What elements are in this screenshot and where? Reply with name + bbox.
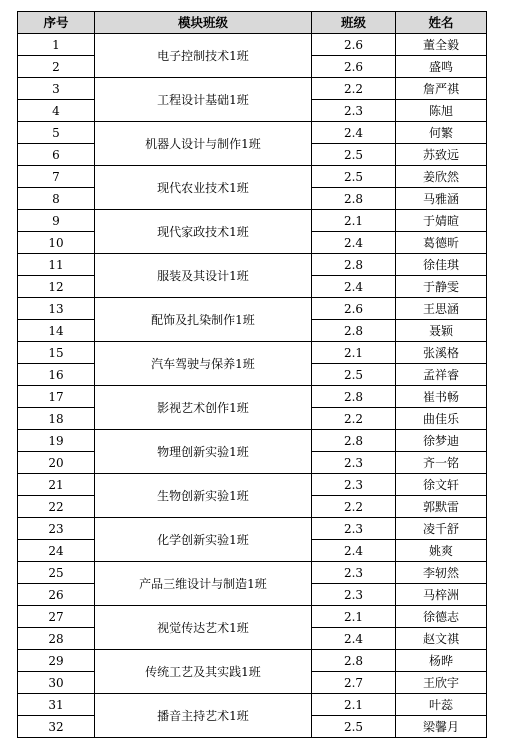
module-class-cell: 物理创新实验1班 bbox=[95, 430, 312, 474]
module-class-cell: 汽车驾驶与保养1班 bbox=[95, 342, 312, 386]
class-cell: 2.2 bbox=[312, 78, 396, 100]
class-cell: 2.2 bbox=[312, 496, 396, 518]
class-cell: 2.4 bbox=[312, 276, 396, 298]
student-name-cell: 徐梦迪 bbox=[396, 430, 487, 452]
class-cell: 2.3 bbox=[312, 518, 396, 540]
module-class-cell: 机器人设计与制作1班 bbox=[95, 122, 312, 166]
class-cell: 2.4 bbox=[312, 122, 396, 144]
row-index: 8 bbox=[18, 188, 95, 210]
class-cell: 2.6 bbox=[312, 56, 396, 78]
class-cell: 2.7 bbox=[312, 672, 396, 694]
row-index: 14 bbox=[18, 320, 95, 342]
module-class-cell: 服装及其设计1班 bbox=[95, 254, 312, 298]
table-row bbox=[18, 518, 487, 540]
row-index: 6 bbox=[18, 144, 95, 166]
module-class-cell: 工程设计基础1班 bbox=[95, 78, 312, 122]
header-row bbox=[18, 12, 487, 34]
row-index: 27 bbox=[18, 606, 95, 628]
student-name-cell: 詹严祺 bbox=[396, 78, 487, 100]
table-row bbox=[18, 694, 487, 716]
row-index: 26 bbox=[18, 584, 95, 606]
table-row bbox=[18, 650, 487, 672]
student-name-cell: 王思涵 bbox=[396, 298, 487, 320]
class-cell: 2.4 bbox=[312, 540, 396, 562]
student-name-cell: 李轫然 bbox=[396, 562, 487, 584]
row-index: 30 bbox=[18, 672, 95, 694]
module-class-cell: 生物创新实验1班 bbox=[95, 474, 312, 518]
row-index: 11 bbox=[18, 254, 95, 276]
class-cell: 2.8 bbox=[312, 430, 396, 452]
table-row bbox=[18, 562, 487, 584]
student-name-cell: 杨晔 bbox=[396, 650, 487, 672]
student-name-cell: 聂颖 bbox=[396, 320, 487, 342]
student-name-cell: 徐文轩 bbox=[396, 474, 487, 496]
class-cell: 2.5 bbox=[312, 364, 396, 386]
row-index: 13 bbox=[18, 298, 95, 320]
student-name-cell: 凌千舒 bbox=[396, 518, 487, 540]
student-name-cell: 于静雯 bbox=[396, 276, 487, 298]
row-index: 7 bbox=[18, 166, 95, 188]
class-cell: 2.3 bbox=[312, 452, 396, 474]
row-index: 4 bbox=[18, 100, 95, 122]
row-index: 2 bbox=[18, 56, 95, 78]
table-row bbox=[18, 430, 487, 452]
module-class-cell: 传统工艺及其实践1班 bbox=[95, 650, 312, 694]
class-cell: 2.3 bbox=[312, 474, 396, 496]
module-class-cell: 播音主持艺术1班 bbox=[95, 694, 312, 738]
row-index: 24 bbox=[18, 540, 95, 562]
student-name-cell: 曲佳乐 bbox=[396, 408, 487, 430]
class-cell: 2.6 bbox=[312, 34, 396, 56]
student-name-cell: 苏致远 bbox=[396, 144, 487, 166]
row-index: 31 bbox=[18, 694, 95, 716]
module-class-cell: 视觉传达艺术1班 bbox=[95, 606, 312, 650]
student-name-cell: 张溪格 bbox=[396, 342, 487, 364]
row-index: 23 bbox=[18, 518, 95, 540]
student-name-cell: 赵文祺 bbox=[396, 628, 487, 650]
row-index: 17 bbox=[18, 386, 95, 408]
student-name-cell: 徐佳琪 bbox=[396, 254, 487, 276]
student-name-cell: 郭默雷 bbox=[396, 496, 487, 518]
class-roster-table bbox=[17, 11, 487, 738]
student-name-cell: 崔书畅 bbox=[396, 386, 487, 408]
class-cell: 2.5 bbox=[312, 166, 396, 188]
class-cell: 2.2 bbox=[312, 408, 396, 430]
student-name-cell: 葛德昕 bbox=[396, 232, 487, 254]
module-class-cell: 化学创新实验1班 bbox=[95, 518, 312, 562]
row-index: 15 bbox=[18, 342, 95, 364]
student-name-cell: 董全毅 bbox=[396, 34, 487, 56]
row-index: 21 bbox=[18, 474, 95, 496]
student-name-cell: 马梓洲 bbox=[396, 584, 487, 606]
student-name-cell: 姚爽 bbox=[396, 540, 487, 562]
table-row bbox=[18, 386, 487, 408]
module-class-cell: 电子控制技术1班 bbox=[95, 34, 312, 78]
student-name-cell: 徐德志 bbox=[396, 606, 487, 628]
student-name-cell: 于婧暄 bbox=[396, 210, 487, 232]
student-name-cell: 马雅涵 bbox=[396, 188, 487, 210]
student-name-cell: 齐一铭 bbox=[396, 452, 487, 474]
row-index: 32 bbox=[18, 716, 95, 738]
row-index: 12 bbox=[18, 276, 95, 298]
student-name-cell: 孟祥睿 bbox=[396, 364, 487, 386]
table-body bbox=[18, 34, 487, 738]
row-index: 25 bbox=[18, 562, 95, 584]
row-index: 9 bbox=[18, 210, 95, 232]
table-row bbox=[18, 342, 487, 364]
row-index: 29 bbox=[18, 650, 95, 672]
class-cell: 2.4 bbox=[312, 232, 396, 254]
student-name-cell: 梁馨月 bbox=[396, 716, 487, 738]
class-cell: 2.3 bbox=[312, 100, 396, 122]
row-index: 16 bbox=[18, 364, 95, 386]
student-name-cell: 叶蕊 bbox=[396, 694, 487, 716]
class-cell: 2.8 bbox=[312, 386, 396, 408]
table-row bbox=[18, 166, 487, 188]
module-class-cell: 影视艺术创作1班 bbox=[95, 386, 312, 430]
module-class-cell: 现代农业技术1班 bbox=[95, 166, 312, 210]
table-row bbox=[18, 78, 487, 100]
table-row bbox=[18, 34, 487, 56]
student-name-cell: 姜欣然 bbox=[396, 166, 487, 188]
class-cell: 2.1 bbox=[312, 210, 396, 232]
class-cell: 2.6 bbox=[312, 298, 396, 320]
row-index: 20 bbox=[18, 452, 95, 474]
module-class-cell: 现代家政技术1班 bbox=[95, 210, 312, 254]
row-index: 10 bbox=[18, 232, 95, 254]
class-cell: 2.1 bbox=[312, 694, 396, 716]
module-class-cell: 产品三维设计与制造1班 bbox=[95, 562, 312, 606]
student-name-cell: 王欣宇 bbox=[396, 672, 487, 694]
row-index: 19 bbox=[18, 430, 95, 452]
module-class-cell: 配饰及扎染制作1班 bbox=[95, 298, 312, 342]
row-index: 5 bbox=[18, 122, 95, 144]
table-row bbox=[18, 254, 487, 276]
class-cell: 2.1 bbox=[312, 606, 396, 628]
table-row bbox=[18, 474, 487, 496]
student-name-cell: 何繁 bbox=[396, 122, 487, 144]
row-index: 18 bbox=[18, 408, 95, 430]
table-row bbox=[18, 122, 487, 144]
header-module-class: 模块班级 bbox=[95, 12, 312, 34]
header-name: 姓名 bbox=[396, 12, 487, 34]
class-cell: 2.1 bbox=[312, 342, 396, 364]
table-row bbox=[18, 606, 487, 628]
class-cell: 2.8 bbox=[312, 188, 396, 210]
class-cell: 2.5 bbox=[312, 716, 396, 738]
row-index: 1 bbox=[18, 34, 95, 56]
class-cell: 2.3 bbox=[312, 584, 396, 606]
row-index: 28 bbox=[18, 628, 95, 650]
row-index: 3 bbox=[18, 78, 95, 100]
class-cell: 2.3 bbox=[312, 562, 396, 584]
row-index: 22 bbox=[18, 496, 95, 518]
class-cell: 2.8 bbox=[312, 254, 396, 276]
class-cell: 2.8 bbox=[312, 320, 396, 342]
header-index: 序号 bbox=[18, 12, 95, 34]
student-name-cell: 陈旭 bbox=[396, 100, 487, 122]
class-cell: 2.5 bbox=[312, 144, 396, 166]
student-name-cell: 盛鸣 bbox=[396, 56, 487, 78]
table-row bbox=[18, 210, 487, 232]
header-class: 班级 bbox=[312, 12, 396, 34]
class-cell: 2.4 bbox=[312, 628, 396, 650]
table-row bbox=[18, 298, 487, 320]
class-cell: 2.8 bbox=[312, 650, 396, 672]
